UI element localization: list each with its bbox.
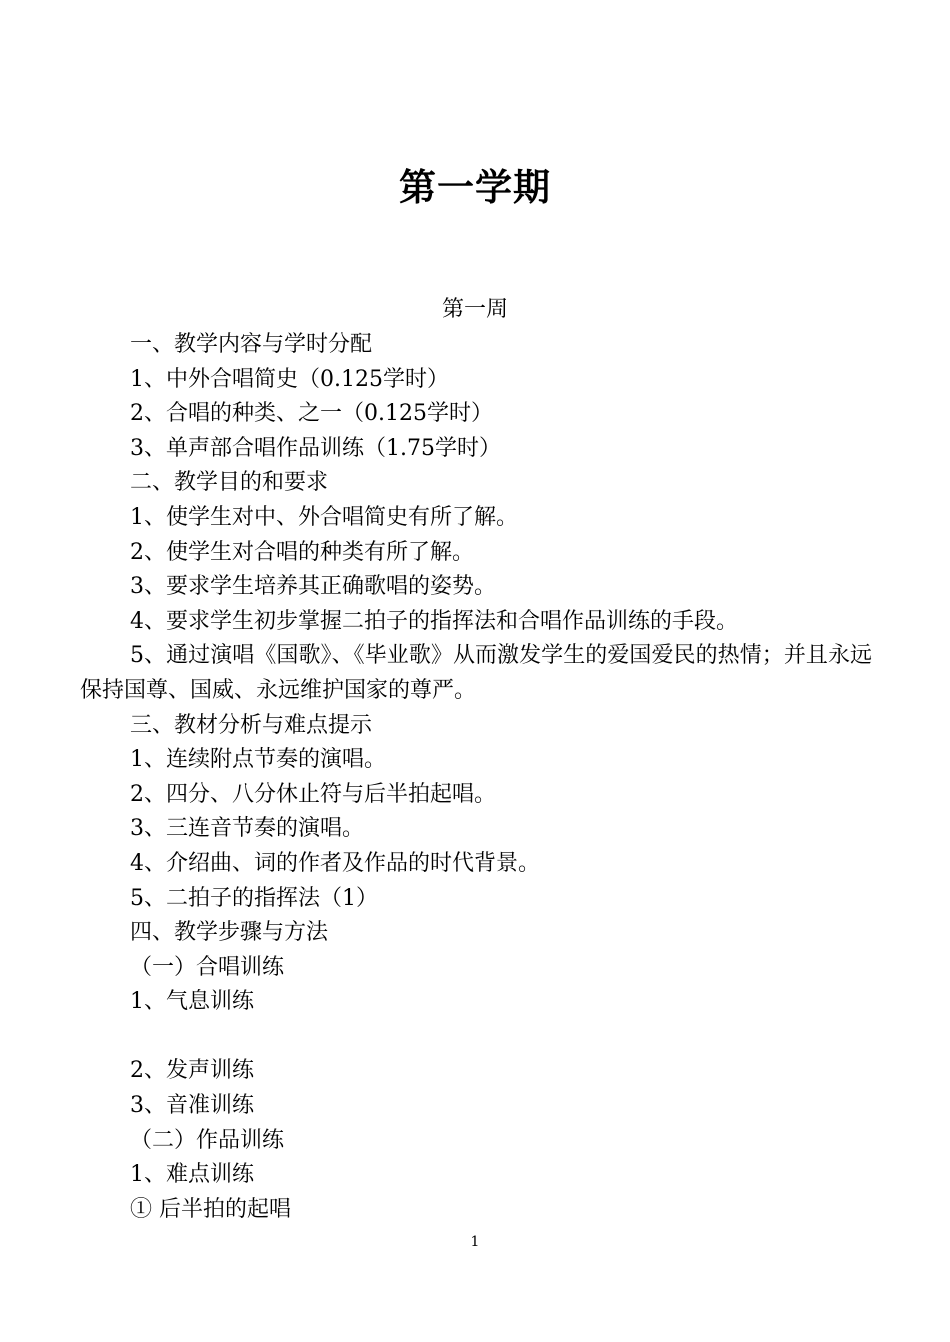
document-body (80, 328, 872, 1227)
list-item: 3、三连音节奏的演唱。 (130, 816, 364, 842)
list-item: 2、合唱的种类、之一（0.125学时） (130, 401, 493, 427)
list-item: 1、中外合唱简史（0.125学时） (130, 366, 449, 392)
list-item: 4、要求学生初步掌握二拍子的指挥法和合唱作品训练的手段。 (130, 608, 738, 634)
section-heading-analysis: 三、教材分析与难点提示 (130, 712, 373, 738)
list-item: 1、气息训练 (130, 989, 254, 1015)
list-item: 1、连续附点节奏的演唱。 (130, 747, 386, 773)
list-item: 3、要求学生培养其正确歌唱的姿势。 (130, 574, 496, 600)
week-heading: 第一周 (441, 297, 508, 322)
list-item: 2、四分、八分休止符与后半拍起唱。 (130, 781, 496, 807)
list-item: 2、发声训练 (130, 1058, 254, 1084)
list-item-paragraph: 5、通过演唱《国歌》、《毕业歌》从而激发学生的爱国爱民的热情；并且永远保持国尊、国威、永远维护国家的尊严。 (80, 643, 872, 703)
list-item: 4、介绍曲、词的作者及作品的时代背景。 (130, 850, 540, 876)
subsection-heading-work-training: （二）作品训练 (130, 1127, 285, 1153)
list-item: 1、使学生对中、外合唱简史有所了解。 (130, 504, 518, 530)
subsection-heading-choir-training: （一）合唱训练 (130, 954, 285, 980)
blank-line (80, 1020, 872, 1055)
list-item: 3、单声部合唱作品训练（1.75学时） (130, 435, 501, 461)
page-number: 1 (470, 1234, 480, 1250)
page-title: 第一学期 (399, 166, 551, 209)
list-item: 2、使学生对合唱的种类有所了解。 (130, 539, 474, 565)
list-item: 5、二拍子的指挥法（1） (130, 885, 378, 911)
section-heading-teaching-content: 一、教学内容与学时分配 (130, 332, 373, 357)
section-heading-objectives: 二、教学目的和要求 (130, 470, 329, 496)
section-heading-steps: 四、教学步骤与方法 (130, 920, 329, 946)
list-item: ① 后半拍的起唱 (130, 1196, 291, 1222)
list-item: 3、音准训练 (130, 1093, 254, 1119)
list-item: 1、难点训练 (130, 1162, 254, 1188)
